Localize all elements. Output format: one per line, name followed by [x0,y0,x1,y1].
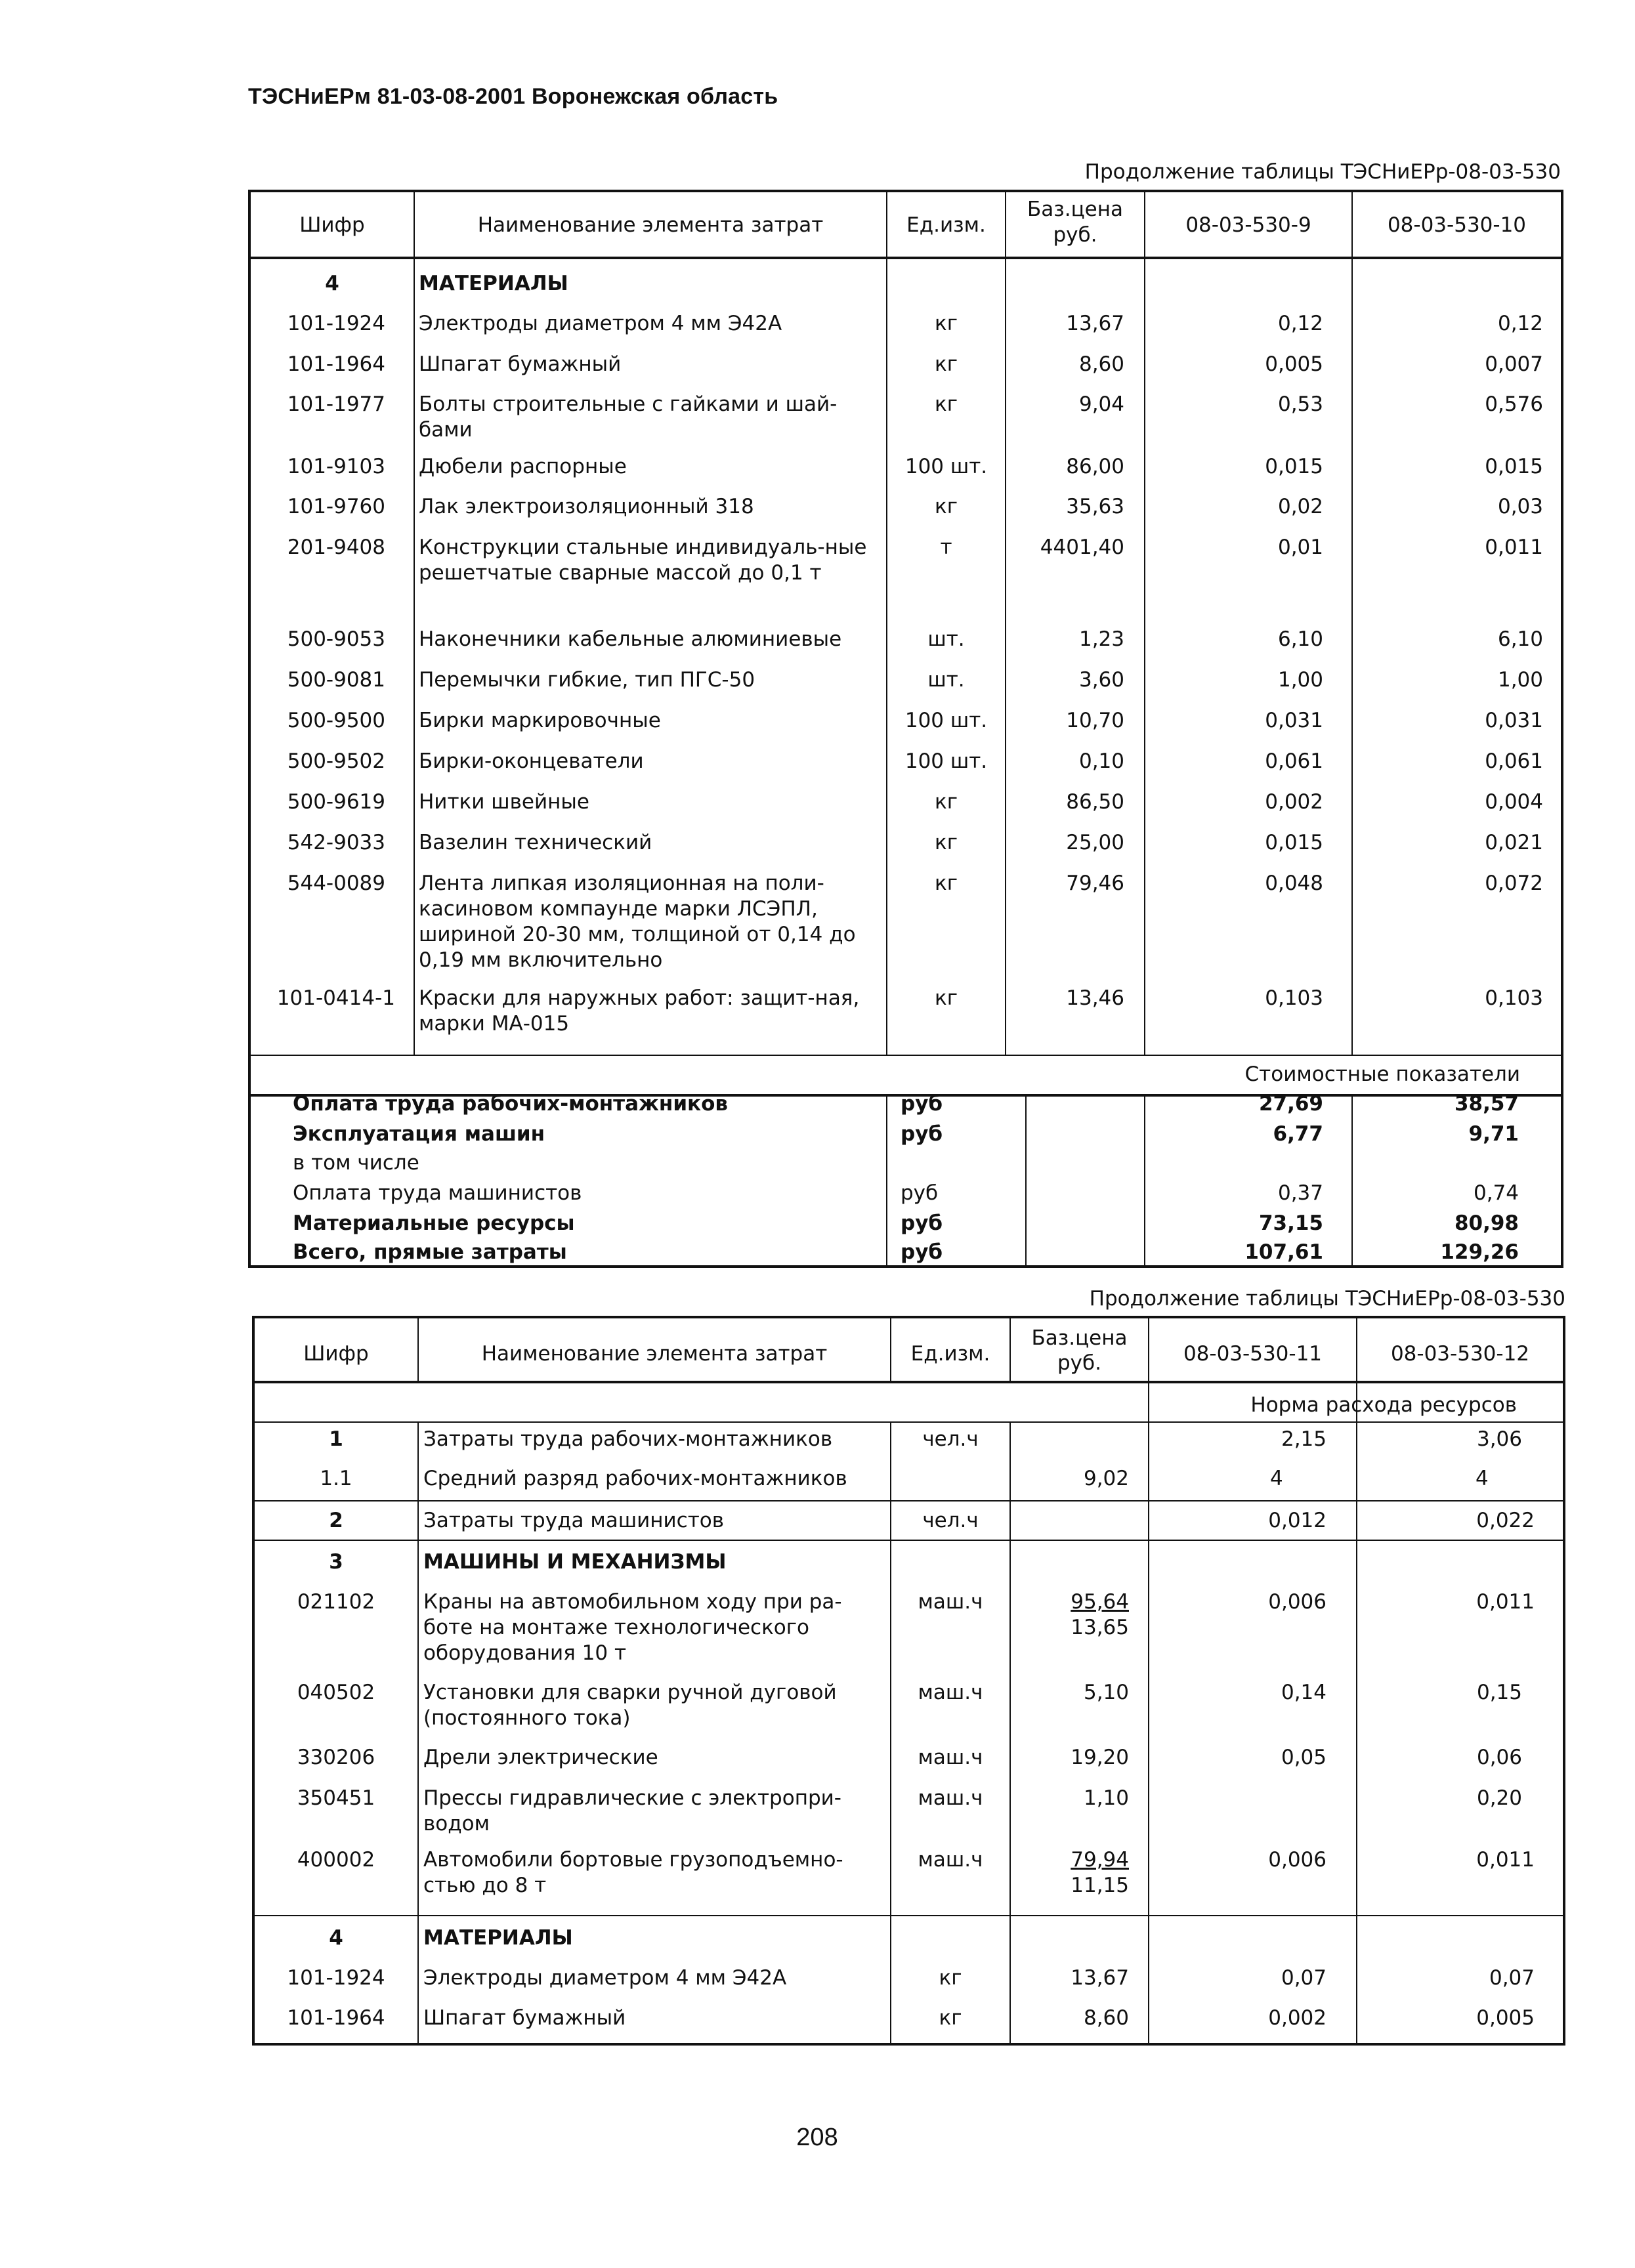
table1-row-b: 0,072 [1485,872,1543,895]
table2-row-code: 021102 [297,1590,375,1614]
table1-row-name: Лента липкая изоляционная на поли-касиновом компаунде марки ЛСЭПЛ, шириной 20-30 мм, толщиной от 0,14 до 0,19 мм включительно [419,872,856,972]
table1-row-unit: кг [934,790,958,814]
table2-header-price-1: Баз.цена [1031,1326,1128,1350]
table2-row-code: 101-1964 [287,2006,385,2030]
table1-header-unit: Ед.изм. [906,213,986,237]
table1-row-unit: кг [934,312,958,335]
table2-row-b: 4 [1476,1467,1489,1490]
table1-row-a: 0,005 [1265,352,1323,376]
table2-row-b: 0,011 [1476,1590,1535,1614]
table2-header-code: Шифр [303,1342,369,1366]
table1-row-name: Перемычки гибкие, тип ПГС-50 [419,668,755,692]
table1-row-a: 0,002 [1265,790,1323,814]
table1-row-b: 0,576 [1485,392,1543,416]
table1-row-b: 6,10 [1497,627,1543,651]
table2-row-code: 4 [329,1926,343,1950]
table2-row-code: 400002 [297,1848,375,1872]
table1-row-name: Лак электроизоляционный 318 [419,495,754,518]
table2-row-price: 8,60 [1083,2006,1129,2030]
table1-row-price: 86,50 [1066,790,1124,814]
cost-unit: руб [901,1092,943,1116]
table2-header-divider [252,1381,1565,1383]
table1-row-name: Вазелин технический [419,831,652,854]
table1-col-divider [1025,1094,1027,1268]
table1-row-name: Конструкции стальные индивидуаль-ные решетчатые сварные массой до 0,1 т [419,536,867,585]
table2-row-name: Краны на автомобильном ходу при ра-боте на монтаже технологического оборудования 10 т [423,1590,842,1665]
table2-row-price: 79,94 [1071,1848,1129,1872]
table2-row-code: 101-1924 [287,1966,385,1990]
table1-row-unit: кг [934,352,958,376]
table2-row-name: Установки для сварки ручной дуговой (постоянного тока) [423,1681,837,1730]
table1-row-price: 4401,40 [1040,536,1124,559]
table2-header-col-b: 08-03-530-12 [1390,1342,1530,1366]
table1-row-unit: т [940,536,952,559]
table1-row-code: 500-9053 [287,627,385,651]
table1-row-unit: кг [934,831,958,854]
table2-row-price: 5,10 [1083,1681,1129,1704]
table2-row-unit: маш.ч [918,1746,983,1769]
table2-row-name: МАТЕРИАЛЫ [423,1926,573,1950]
table2-row-unit: кг [939,1966,962,1990]
cost-b: 80,98 [1454,1211,1519,1235]
table1-row-a: 0,103 [1265,986,1323,1010]
table1-row-name: Краски для наружных работ: защит-ная, марки МА-015 [419,986,860,1036]
table2-continuation: Продолжение таблицы ТЭСНиЕРр-08-03-530 [1089,1287,1565,1311]
table1-row-name: Электроды диаметром 4 мм Э42А [419,312,782,335]
table2-row-a: 0,002 [1268,2006,1327,2030]
table1-row-name: Нитки швейные [419,790,589,814]
table1-row-code: 101-9103 [287,455,385,478]
cost-label: Оплата труда машинистов [293,1181,582,1205]
cost-b: 38,57 [1454,1092,1519,1116]
table1-row-unit: шт. [927,627,965,651]
table1-row-a: 0,53 [1277,392,1323,416]
table2-row-b: 0,06 [1476,1746,1522,1769]
table1-header-price-2: руб. [1053,223,1097,247]
table1-row-b: 0,011 [1485,536,1543,559]
table2-row-code: 3 [329,1550,343,1574]
table1-row-unit: шт. [927,668,965,692]
table1-row-code: 101-1924 [287,312,385,335]
table2-row-price-2: 13,65 [1071,1616,1129,1639]
table1-row-price: 3,60 [1078,668,1124,692]
table1-row-a: 0,048 [1265,872,1323,895]
table2-row-a: 0,006 [1268,1590,1327,1614]
table2-row-b: 0,15 [1476,1681,1522,1704]
table1-row-unit: кг [934,986,958,1010]
table1-row-code: 500-9502 [287,749,385,773]
table2-row-divider [252,1915,1565,1916]
table1-row-code: 101-9760 [287,495,385,518]
table1-header-price-1: Баз.цена [1027,198,1124,221]
table2-header-price-2: руб. [1057,1351,1101,1375]
page-number: 208 [796,2124,838,2151]
table1-row-name: Бирки маркировочные [419,709,661,732]
table1-row-price: 35,63 [1066,495,1124,518]
table2-row-price: 9,02 [1083,1467,1129,1490]
table2-row-a: 0,05 [1281,1746,1327,1769]
table2-row-divider [252,1500,1565,1502]
table2-col-divider [1009,1421,1011,2046]
cost-a: 107,61 [1244,1240,1323,1264]
table1-row-unit: кг [934,872,958,895]
table1-row-price: 9,04 [1078,392,1124,416]
cost-a: 73,15 [1258,1211,1323,1235]
table2-row-code: 1 [329,1427,343,1451]
table2-row-a: 4 [1270,1467,1283,1490]
cost-a: 6,77 [1273,1122,1323,1146]
table1-row-a: 0,015 [1265,455,1323,478]
cost-a: 0,37 [1277,1181,1323,1205]
table2-row-name: Затраты труда рабочих-монтажников [423,1427,833,1451]
table1-row-a: 0,01 [1277,536,1323,559]
table2-row-unit: маш.ч [918,1786,983,1810]
table1-row-name: Болты строительные с гайками и шай-бами [419,392,838,442]
table1-row-unit: кг [934,495,958,518]
table2-row-unit: маш.ч [918,1681,983,1704]
table2-row-name: Прессы гидравлические с электропри-водом [423,1786,841,1836]
cost-label: Материальные ресурсы [293,1211,575,1235]
table1-continuation: Продолжение таблицы ТЭСНиЕРр-08-03-530 [1084,160,1561,184]
table1-row-price: 1,23 [1078,627,1124,651]
table1-row-a: 0,12 [1277,312,1323,335]
cost-unit: руб [901,1122,943,1146]
table1-row-code: 500-9500 [287,709,385,732]
table1-header-code: Шифр [299,213,365,237]
table1-header-col-a: 08-03-530-9 [1185,213,1311,237]
table1-col-divider [414,398,415,1055]
table1-row-code: 201-9408 [287,536,385,559]
table1-row-price: 0,10 [1078,749,1124,773]
table2-row-name: Затраты труда машинистов [423,1509,725,1532]
cost-label: Эксплуатация машин [293,1122,545,1146]
table2-row-price-2: 11,15 [1071,1874,1129,1897]
cost-unit: руб [901,1240,943,1264]
table2-header-col-a: 08-03-530-11 [1183,1342,1323,1366]
cost-unit: руб [901,1181,939,1205]
table1-row-code: 4 [325,272,339,295]
table2-row-price: 13,67 [1071,1966,1129,1990]
table2-row-code: 350451 [297,1786,375,1810]
document-header: ТЭСНиЕРм 81-03-08-2001 Воронежская область [248,84,778,109]
table1-row-b: 0,061 [1485,749,1543,773]
table2-header-unit: Ед.изм. [910,1342,990,1366]
table1-row-b: 0,12 [1497,312,1543,335]
table2-row-price: 19,20 [1071,1746,1129,1769]
table1-row-name: МАТЕРИАЛЫ [419,272,568,295]
cost-label: Оплата труда рабочих-монтажников [293,1092,728,1116]
table1-cost-divider [248,1055,1563,1056]
table1-row-a: 0,02 [1277,495,1323,518]
table1-row-unit: 100 шт. [904,455,988,478]
table2-row-a: 0,012 [1268,1509,1327,1532]
table1-row-price: 13,67 [1066,312,1124,335]
table1-row-code: 500-9619 [287,790,385,814]
cost-label: в том числе [293,1151,419,1175]
table1-row-code: 542-9033 [287,831,385,854]
table1-row-name: Бирки-оконцеватели [419,749,644,773]
table2-row-unit: маш.ч [918,1590,983,1614]
table2-row-b: 0,005 [1476,2006,1535,2030]
cost-b: 0,74 [1473,1181,1519,1205]
table1-row-b: 0,031 [1485,709,1543,732]
table1-col-divider [886,1094,887,1268]
cost-section-header: Стоимостные показатели [1244,1062,1520,1086]
table2-row-a: 0,07 [1281,1966,1327,1990]
cost-b: 9,71 [1468,1122,1519,1146]
cost-a: 27,69 [1258,1092,1323,1116]
table2-row-name: МАШИНЫ И МЕХАНИЗМЫ [423,1550,727,1574]
table1-row-a: 1,00 [1277,668,1323,692]
table1-row-price: 10,70 [1066,709,1124,732]
table2-row-a: 2,15 [1281,1427,1327,1451]
cost-unit: руб [901,1211,943,1235]
table1-row-a: 0,015 [1265,831,1323,854]
table1-row-b: 0,03 [1497,495,1543,518]
table1-header-col-b: 08-03-530-10 [1387,213,1527,237]
table2-row-b: 0,022 [1476,1509,1535,1532]
table1-row-b: 0,015 [1485,455,1543,478]
table1-row-code: 500-9081 [287,668,385,692]
table2-row-unit: чел.ч [922,1509,979,1532]
table2-row-code: 330206 [297,1746,375,1769]
table1-row-name: Шпагат бумажный [419,352,622,376]
table2-row-code: 1.1 [320,1467,352,1490]
table2-row-b: 0,011 [1476,1848,1535,1872]
table2-row-code: 040502 [297,1681,375,1704]
table1-row-b: 0,007 [1485,352,1543,376]
table2-row-divider [252,1421,1565,1423]
table2-row-price: 1,10 [1083,1786,1129,1810]
table1-row-price: 8,60 [1078,352,1124,376]
table2-row-unit: маш.ч [918,1848,983,1872]
table1-row-b: 0,103 [1485,986,1543,1010]
table1-row-code: 101-0414-1 [276,986,395,1010]
cost-label: Всего, прямые затраты [293,1240,567,1264]
table2-row-unit: чел.ч [922,1427,979,1451]
table2-row-name: Дрели электрические [423,1746,658,1769]
table1-row-b: 0,021 [1485,831,1543,854]
table1-row-code: 101-1964 [287,352,385,376]
table2-row-b: 0,20 [1476,1786,1522,1810]
table1-row-name: Наконечники кабельные алюминиевые [419,627,842,651]
table2-row-divider [252,1540,1565,1541]
table1-row-unit: кг [934,392,958,416]
norm-header: Норма расхода ресурсов [1250,1393,1517,1417]
table2-row-name: Автомобили бортовые грузоподъемно-стью до 8 т [423,1848,843,1897]
table2-header-name: Наименование элемента затрат [481,1342,828,1366]
table1-row-b: 0,004 [1485,790,1543,814]
table1-header-divider [248,257,1563,259]
table1-row-price: 79,46 [1066,872,1124,895]
table1-row-a: 0,061 [1265,749,1323,773]
table2-row-code: 2 [329,1509,343,1532]
table1-row-unit: 100 шт. [904,709,988,732]
table1-row-code: 101-1977 [287,392,385,416]
table1-row-a: 6,10 [1277,627,1323,651]
table2-row-b: 3,06 [1476,1427,1522,1451]
table2-row-b: 0,07 [1489,1966,1535,1990]
table2-row-unit: кг [939,2006,962,2030]
table2-col-divider [417,1421,419,2046]
table1-row-unit: 100 шт. [904,749,988,773]
table1-row-price: 25,00 [1066,831,1124,854]
table2-row-name: Шпагат бумажный [423,2006,626,2030]
table2-row-name: Средний разряд рабочих-монтажников [423,1467,847,1490]
table1-row-code: 544-0089 [287,872,385,895]
table2-row-price: 95,64 [1071,1590,1129,1614]
table2-row-a: 0,006 [1268,1848,1327,1872]
table1-row-b: 1,00 [1497,668,1543,692]
table1-row-a: 0,031 [1265,709,1323,732]
cost-b: 129,26 [1440,1240,1519,1264]
table2-row-a: 0,14 [1281,1681,1327,1704]
table1-row-price: 86,00 [1066,455,1124,478]
table1-row-name: Дюбели распорные [419,455,627,478]
table1-header-name: Наименование элемента затрат [477,213,824,237]
table2-row-name: Электроды диаметром 4 мм Э42А [423,1966,787,1990]
table1-row-price: 13,46 [1066,986,1124,1010]
